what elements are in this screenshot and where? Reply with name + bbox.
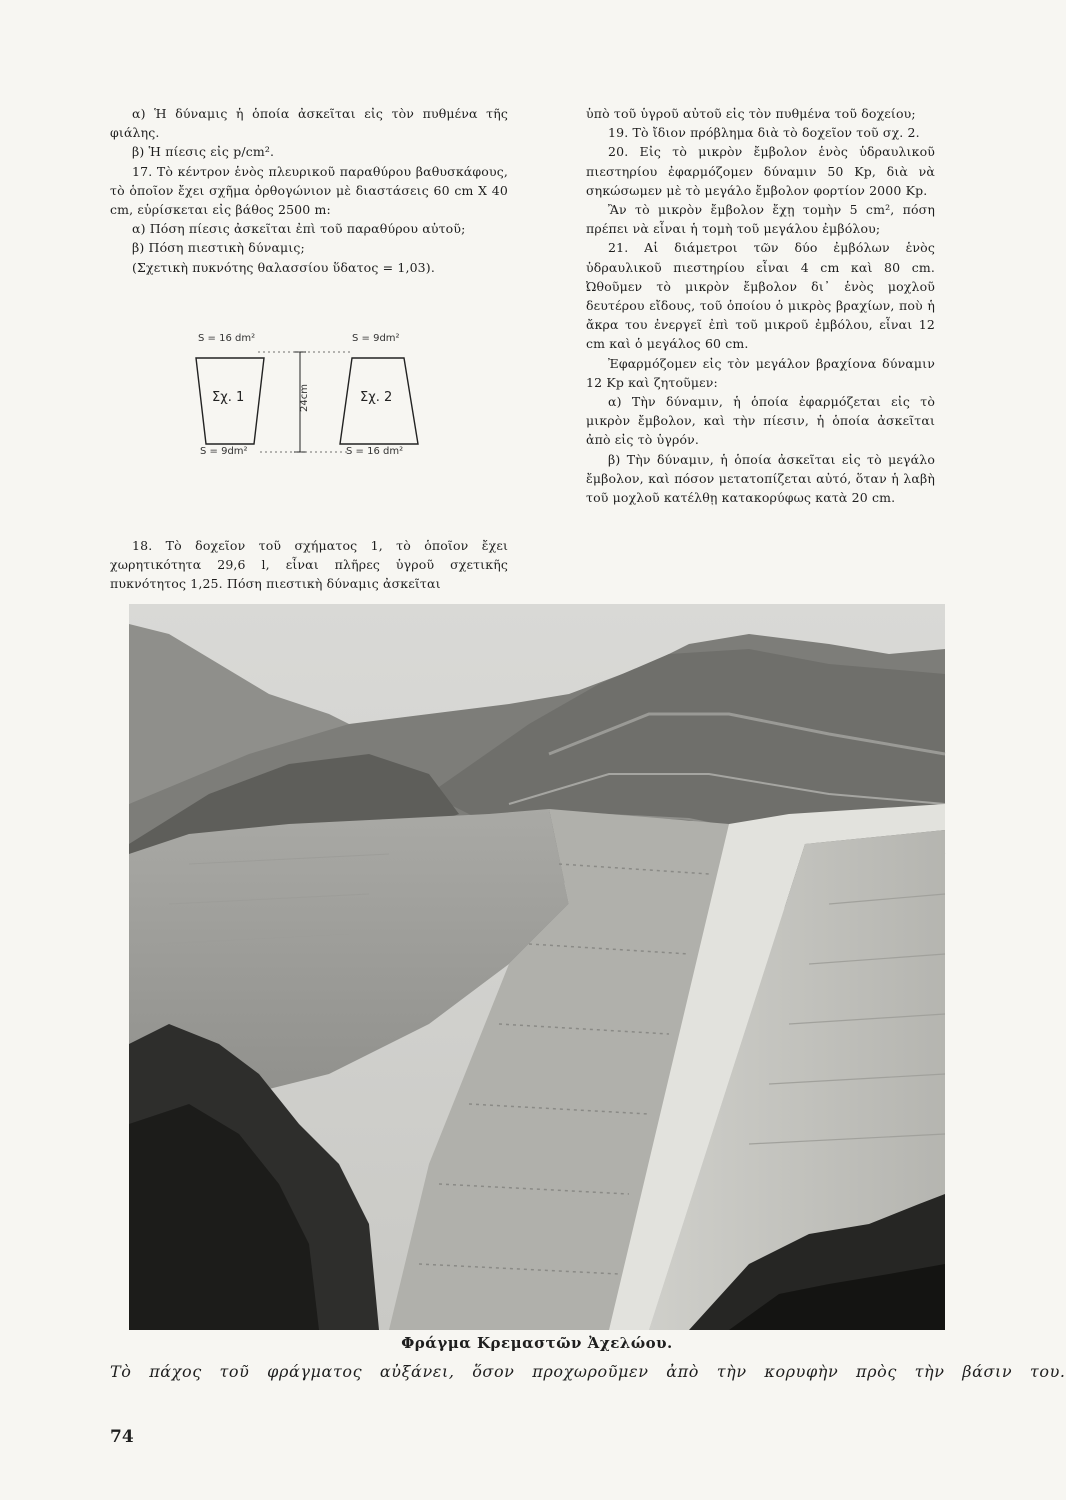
paragraph: ὑπὸ τοῦ ὑγροῦ αὐτοῦ εἰς τὸν πυθμένα τοῦ δοχείου; xyxy=(586,106,916,121)
fig2-top-area: S = 9dm² xyxy=(352,333,400,344)
exercise-18: 18. Τὸ δοχεῖον τοῦ σχήματος 1, τὸ ὁποῖον ἔχει χωρητικότητα 29,6 l, εἶναι πλῆρες ὑγροῦ σχετικῆς πυκνότητος 1,25. Πόση πιεστικὴ δύναμις ἀσκεῖται xyxy=(110,538,508,592)
paragraph: β) Πόση πιεστικὴ δύναμις; xyxy=(132,240,305,256)
exercise-17: 17. Τὸ κέντρον ἑνὸς πλευρικοῦ παραθύρου βαθυσκάφους, τὸ ὁποῖον ἔχει σχῆμα ὀρθογώνιον μὲ διαστάσεις 60 cm X 40 cm, εὑρίσκεται εἰς βάθος 2500 m: xyxy=(110,163,508,218)
dam-photo-illustration xyxy=(129,604,945,1330)
left-column-bottom xyxy=(110,536,508,594)
paragraph: β) Ἡ πίεσις εἰς p/cm². xyxy=(132,144,275,160)
exercise-19: 19. Τὸ ἴδιον πρόβλημα διὰ τὸ δοχεῖον τοῦ σχ. 2. xyxy=(608,125,920,141)
paragraph: α) Ἡ δύναμις ἡ ὁποία ἀσκεῖται εἰς τὸν πυθμένα τῆς φιάλης. xyxy=(110,106,508,141)
dam-photograph xyxy=(129,604,945,1330)
height-label: 24cm xyxy=(299,384,310,412)
photo-caption-title: Φράγμα Κρεμαστῶν Ἀχελώου. xyxy=(401,1334,673,1352)
fig1-label: Σχ. 1 xyxy=(212,390,245,405)
page-number: 74 xyxy=(110,1427,134,1447)
fig2-label: Σχ. 2 xyxy=(360,390,393,405)
paragraph: α) Πόση πίεσις ἀσκεῖται ἐπὶ τοῦ παραθύρου αὐτοῦ; xyxy=(132,221,466,237)
container-figures xyxy=(190,332,428,456)
paragraph: α) Τὴν δύναμιν, ἡ ὁποία ἐφαρμόζεται εἰς τὸ μικρὸν ἔμβολον, καὶ τὴν πίεσιν, ἡ ὁποία ἀσκεῖται ἀπὸ εἰς τὸ ὑγρόν. xyxy=(586,394,935,448)
paragraph: Ἐφαρμόζομεν εἰς τὸν μεγάλον βραχίονα δύναμιν 12 Kp καὶ ζητοῦμεν: xyxy=(586,355,935,390)
right-column xyxy=(586,104,935,507)
fig2-bottom-area: S = 16 dm² xyxy=(346,446,404,457)
photo-caption-subtitle: Τὸ πάχος τοῦ φράγματος αὐξάνει, ὅσον προχωροῦμεν ἀπὸ τὴν κορυφὴν πρὸς τὴν βάσιν του. xyxy=(110,1362,1066,1381)
fig1-bottom-area: S = 9dm² xyxy=(200,446,248,457)
left-column xyxy=(110,104,508,277)
exercise-21: 21. Αἱ διάμετροι τῶν δύο ἐμβόλων ἑνὸς ὑδραυλικοῦ πιεστηρίου εἶναι 4 cm καὶ 80 cm. Ὠθοῦμεν τὸ μικρὸν ἔμβολον δι᾽ ἑνὸς μοχλοῦ δευτέρου εἴδους, τοῦ ὁποίου ὁ μικρὸς βραχίων, ποὺ ἡ ἄκρα του ἐνεργεῖ ἐπὶ τοῦ μικροῦ ἐμβόλου, εἶναι 12 cm καὶ ὁ μεγάλος 60 cm. xyxy=(586,240,935,352)
paragraph: β) Τὴν δύναμιν, ἡ ὁποία ἀσκεῖται εἰς τὸ μεγάλο ἔμβολον, καὶ πόσον μετατοπίζεται αὐτό, ὅταν ἡ λαβὴ τοῦ μοχλοῦ κατέλθῃ κατακορύφως κατὰ 20 cm. xyxy=(586,451,935,506)
fig1-top-area: S = 16 dm² xyxy=(198,333,256,344)
paragraph: Ἂν τὸ μικρὸν ἔμβολον ἔχῃ τομὴν 5 cm², πόση πρέπει νὰ εἶναι ἡ τομὴ τοῦ μεγάλου ἐμβόλου; xyxy=(586,202,935,237)
paragraph: (Σχετικὴ πυκνότης θαλασσίου ὕδατος = 1,03). xyxy=(132,259,435,275)
exercise-20: 20. Εἰς τὸ μικρὸν ἔμβολον ἑνὸς ὑδραυλικοῦ πιεστηρίου ἐφαρμόζομεν δύναμιν 50 Kp, διὰ νὰ σηκώσωμεν μὲ τὸ μεγάλο ἔμβολον φορτίον 2000 Kp. xyxy=(586,144,935,198)
